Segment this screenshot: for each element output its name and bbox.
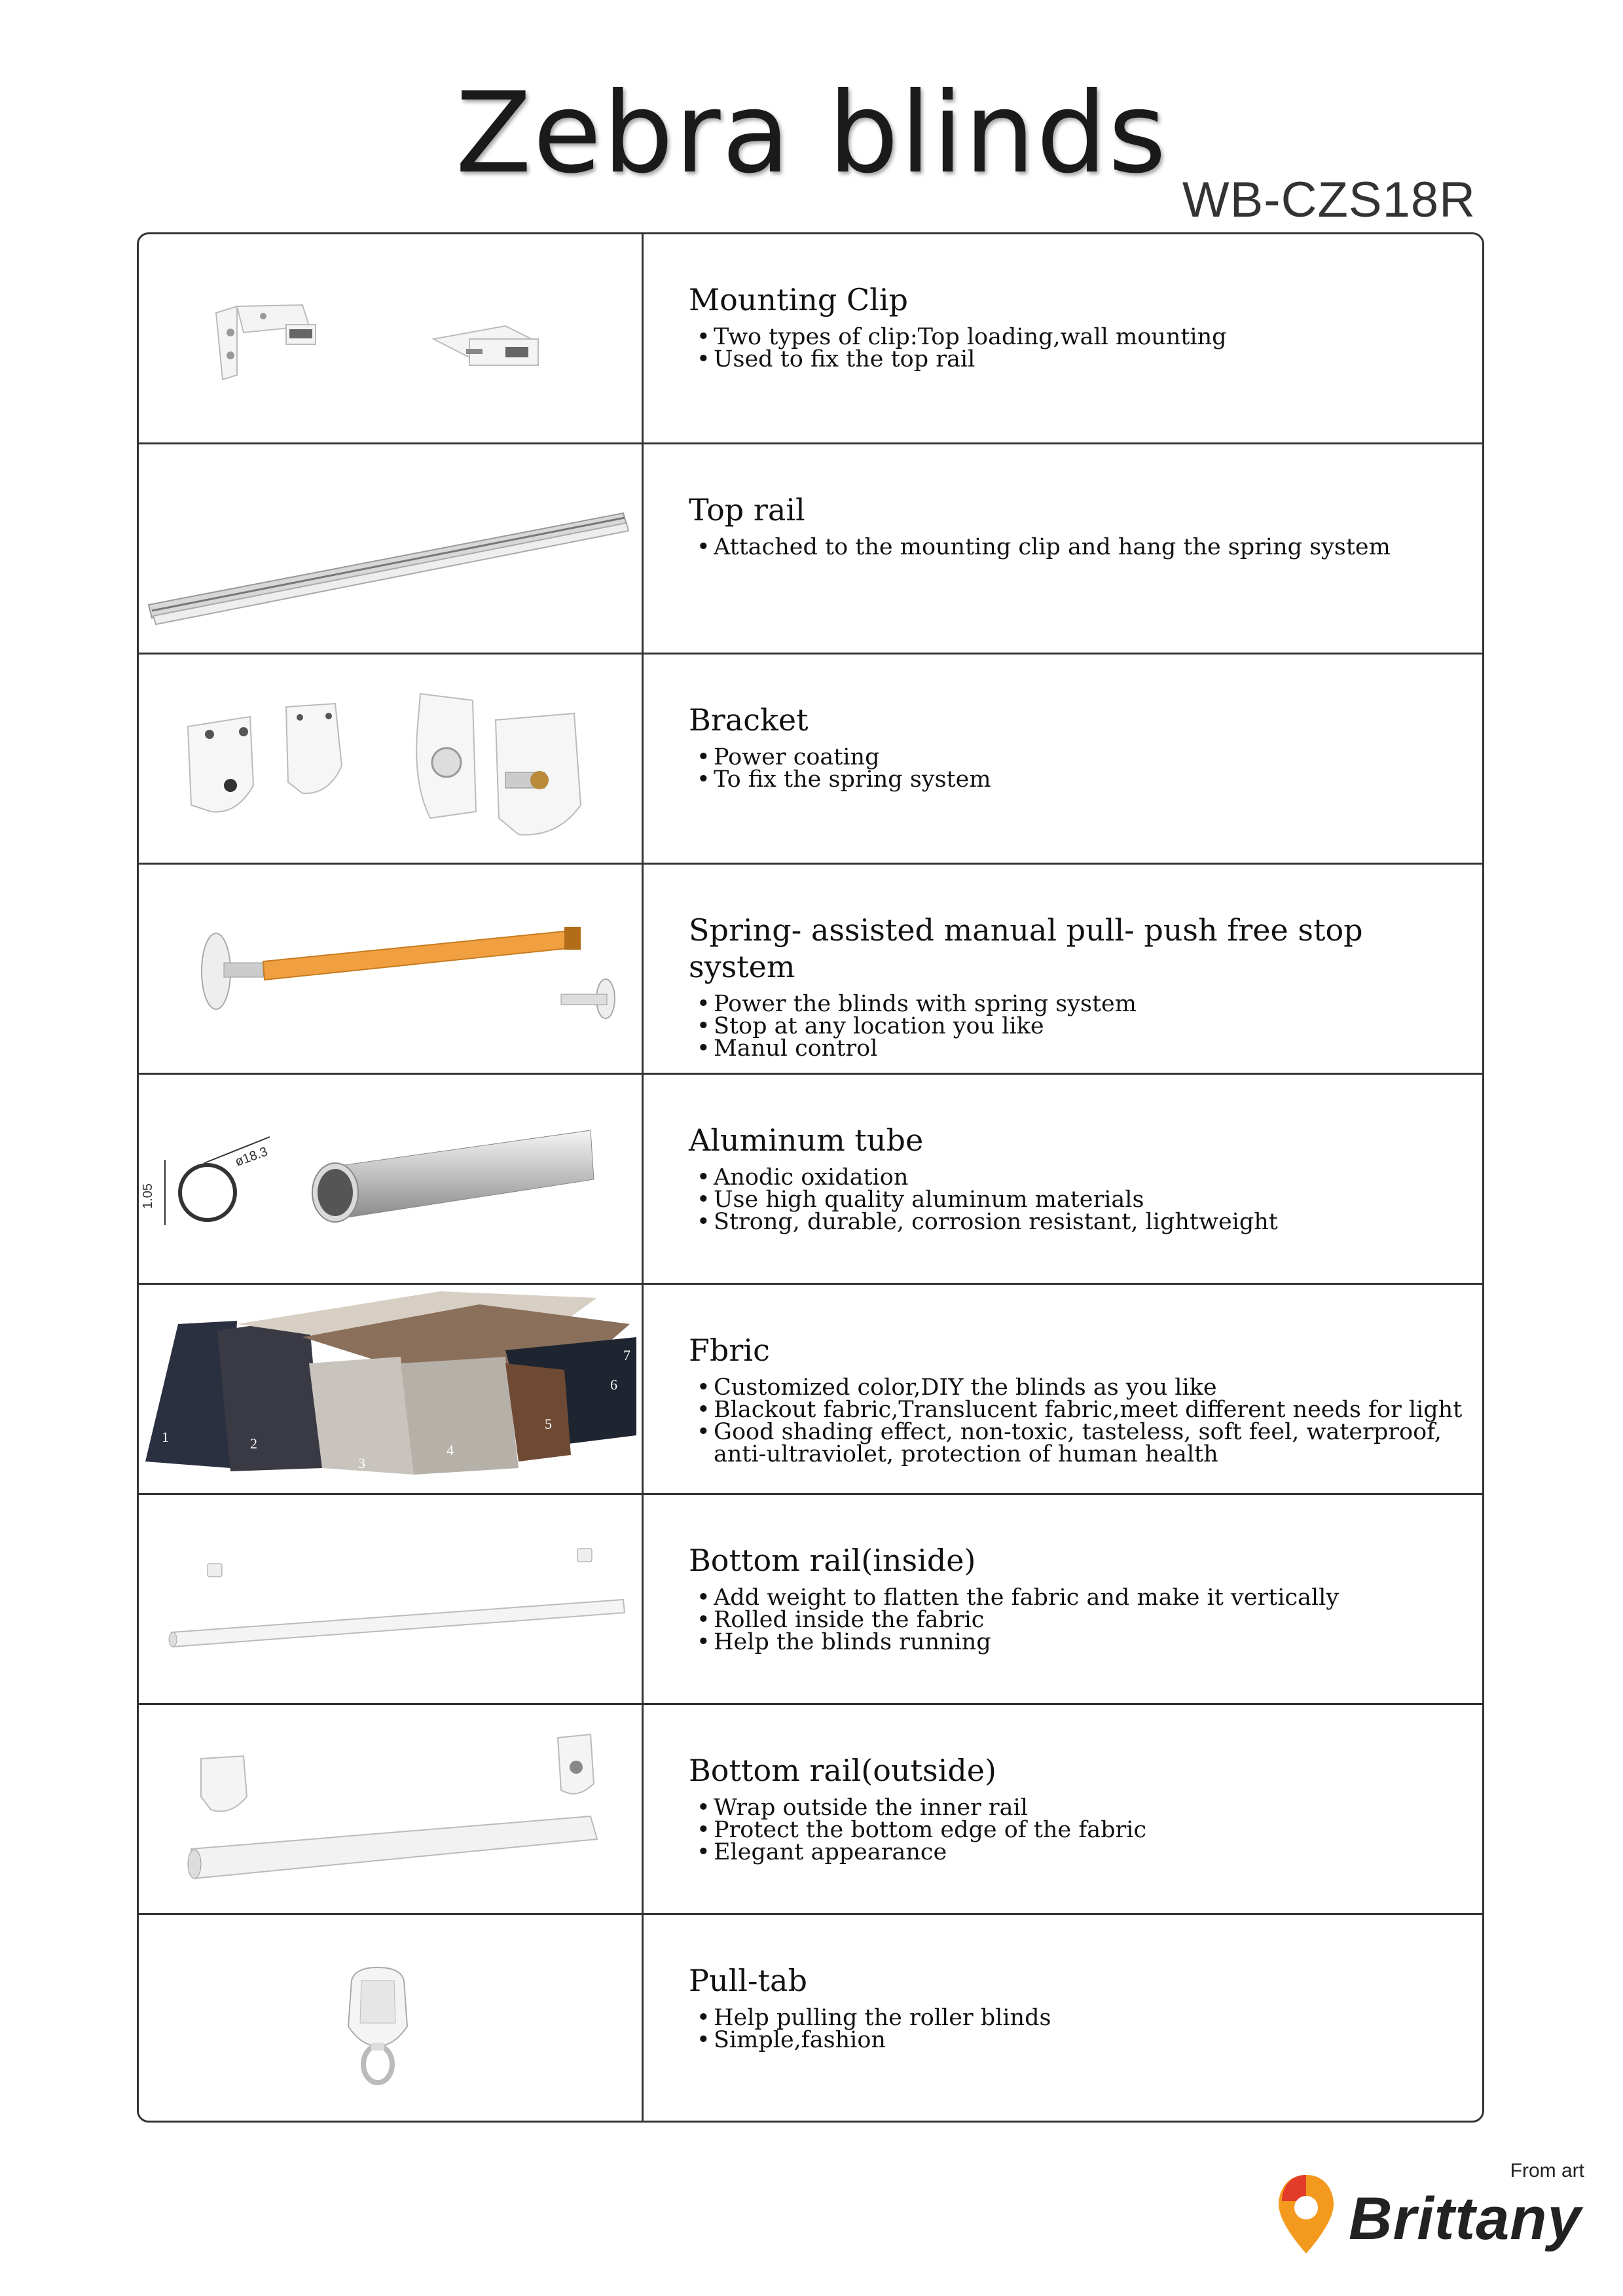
brand-logo: [1277, 2160, 1591, 2265]
brand-tagline: From art: [1510, 2160, 1584, 2181]
item-bullet: • Simple,fashion: [689, 2029, 1469, 2051]
fabric-number: 5: [545, 1416, 552, 1432]
item-bullet: • Strong, durable, corrosion resistant, lightweight: [689, 1211, 1469, 1233]
item-bullet: • Protect the bottom edge of the fabric: [689, 1819, 1469, 1841]
item-bullet: • Used to fix the top rail: [689, 348, 1469, 370]
item-bullet: • Use high quality aluminum materials: [689, 1189, 1469, 1211]
top-rail-image: [139, 444, 644, 653]
tube-wall-label: 1.05: [141, 1183, 155, 1209]
item-heading: Aluminum tube: [689, 1122, 924, 1158]
bracket-image: [139, 655, 644, 863]
mounting-clip-image: [139, 234, 644, 442]
table-row: [139, 1705, 1482, 1915]
bottom-rail-inside-image: [139, 1495, 644, 1703]
item-bullet: • Good shading effect, non-toxic, tasteless, soft feel, waterproof, anti-ultraviolet, protection of human health: [689, 1421, 1469, 1465]
fabric-number: 4: [447, 1442, 454, 1458]
item-bullet: • Power coating: [689, 746, 1469, 768]
table-row: [139, 234, 1482, 444]
item-bullet: • Help pulling the roller blinds: [689, 2007, 1469, 2029]
brand-name: Brittany: [1349, 2185, 1582, 2252]
item-bullet: • Attached to the mounting clip and hang the spring system: [689, 536, 1469, 558]
item-bullet: • Anodic oxidation: [689, 1166, 1469, 1189]
table-row: [139, 444, 1482, 655]
components-table: [137, 232, 1484, 2123]
fabric-number: 7: [623, 1347, 630, 1363]
item-bullet: • Manul control: [689, 1037, 1469, 1060]
item-heading: Top rail: [689, 492, 805, 528]
fabric-samples-image: [139, 1285, 644, 1493]
page-title: Zebra blinds: [455, 69, 1168, 198]
item-bullet: • Help the blinds running: [689, 1631, 1469, 1653]
item-heading: Bottom rail(inside): [689, 1543, 976, 1578]
item-bullet: • Power the blinds with spring system: [689, 993, 1469, 1015]
table-row: [139, 1075, 1482, 1285]
item-bullet: • Add weight to flatten the fabric and make it vertically: [689, 1587, 1469, 1609]
bottom-rail-outside-image: [139, 1705, 644, 1913]
item-heading: Spring- assisted manual pull- push free stop system: [689, 912, 1363, 984]
table-row: [139, 1915, 1482, 2123]
item-bullet: • Customized color,DIY the blinds as you like: [689, 1376, 1469, 1399]
item-bullet: • Stop at any location you like: [689, 1015, 1469, 1037]
item-bullet: • Rolled inside the fabric: [689, 1609, 1469, 1631]
fabric-number: 1: [162, 1429, 169, 1445]
tube-diameter-label: ø18.3: [233, 1144, 270, 1170]
table-row: [139, 655, 1482, 865]
item-bullet: • Elegant appearance: [689, 1841, 1469, 1863]
item-bullet: • Wrap outside the inner rail: [689, 1797, 1469, 1819]
item-heading: Bracket: [689, 702, 809, 738]
location-pin-icon: [1277, 2172, 1336, 2257]
aluminum-tube-image: [139, 1075, 644, 1283]
table-row: [139, 865, 1482, 1075]
table-row: [139, 1285, 1482, 1495]
fabric-number: 3: [358, 1455, 365, 1471]
item-bullet: • Blackout fabric,Translucent fabric,meet different needs for light: [689, 1399, 1469, 1421]
pull-tab-image: [139, 1915, 644, 2123]
fabric-number: 6: [610, 1376, 617, 1393]
item-heading: Pull-tab: [689, 1963, 807, 1998]
fabric-number: 2: [250, 1435, 257, 1452]
item-heading: Fbric: [689, 1333, 770, 1368]
item-bullet: • Two types of clip:Top loading,wall mounting: [689, 326, 1469, 348]
spring-system-image: [139, 865, 644, 1073]
item-bullet: • To fix the spring system: [689, 768, 1469, 791]
item-heading: Bottom rail(outside): [689, 1753, 996, 1788]
item-heading: Mounting Clip: [689, 282, 909, 317]
model-number: WB-CZS18R: [1182, 172, 1476, 228]
table-row: [139, 1495, 1482, 1705]
